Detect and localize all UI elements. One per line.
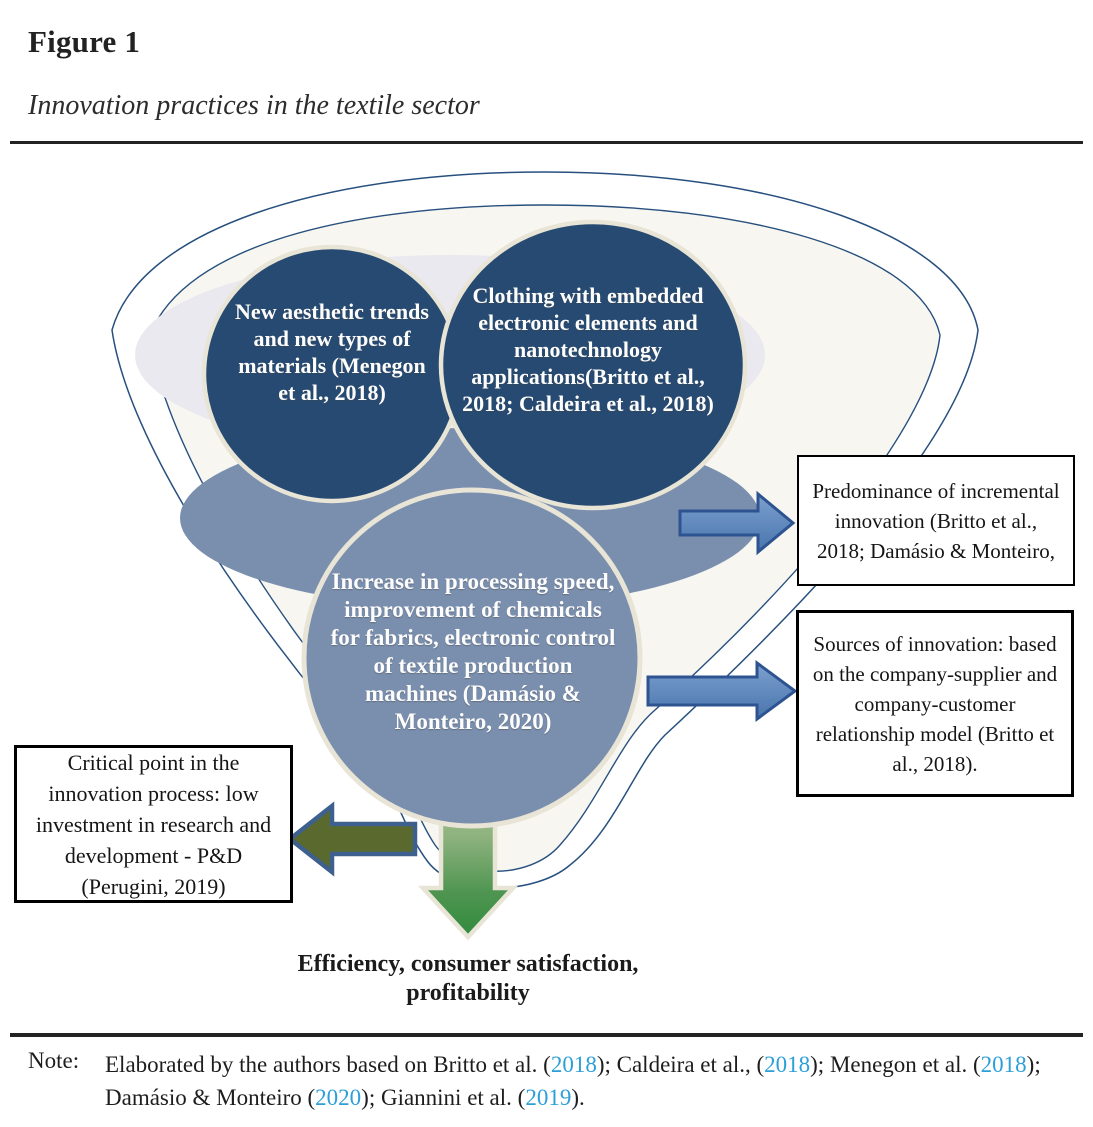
funnel-diagram [0,150,1093,1030]
note-year: 2018 [980,1052,1027,1077]
note-year: 2019 [525,1085,572,1110]
note-label: Note: [28,1048,80,1073]
box-sources-innovation-text: Sources of innovation: based on the company-supplier and company-customer relationship model (Britto et al., 2018). [812,631,1058,776]
box-incremental-innovation [797,455,1075,586]
box-incremental-innovation-text: Predominance of incremental innovation (Britto et al., 2018; Damásio & Monteiro, [812,478,1060,563]
note-segment: ); Giannini et al. ( [361,1085,526,1110]
note-year: 2018 [764,1052,811,1077]
box-sources-innovation [796,610,1074,797]
outcome-caption: Efficiency, consumer satisfaction, profitability [297,951,639,1006]
circle-text-clothing-electronics: Clothing with embedded electronic elements and nanotechnology applications(Britto et al., 2018; Caldeira et al., 2018) [462,283,714,416]
note-segment: ); Menegon et al. ( [810,1052,981,1077]
figure-title: Innovation practices in the textile sector [28,90,480,121]
note-segment: Elaborated by the authors based on Britto et al. ( [105,1052,551,1077]
note-segment: ); Caldeira et al., ( [596,1052,765,1077]
box-critical-point [14,745,293,903]
note-segment: ). [571,1085,585,1110]
circle-text-aesthetic-trends: New aesthetic trends and new types of materials (Menegon et al., 2018) [235,299,429,405]
note-divider [10,1033,1083,1037]
circle-text-processing-speed: Increase in processing speed, improvement of chemicals for fabrics, electronic control of textile production machines (Damásio & Monteiro, 2020) [330,569,616,734]
top-divider [10,141,1083,144]
figure-label: Figure 1 [28,24,141,59]
note-text [105,1048,1045,1114]
note-segment: ); Damásio & Monteiro ( [105,1052,1041,1110]
arrow-critical-point [290,806,415,872]
note-year: 2018 [550,1052,597,1077]
box-critical-point-text: Critical point in the innovation process: low investment in research and development - P&D (Perugini, 2019) [35,749,272,899]
note-year: 2020 [315,1085,362,1110]
